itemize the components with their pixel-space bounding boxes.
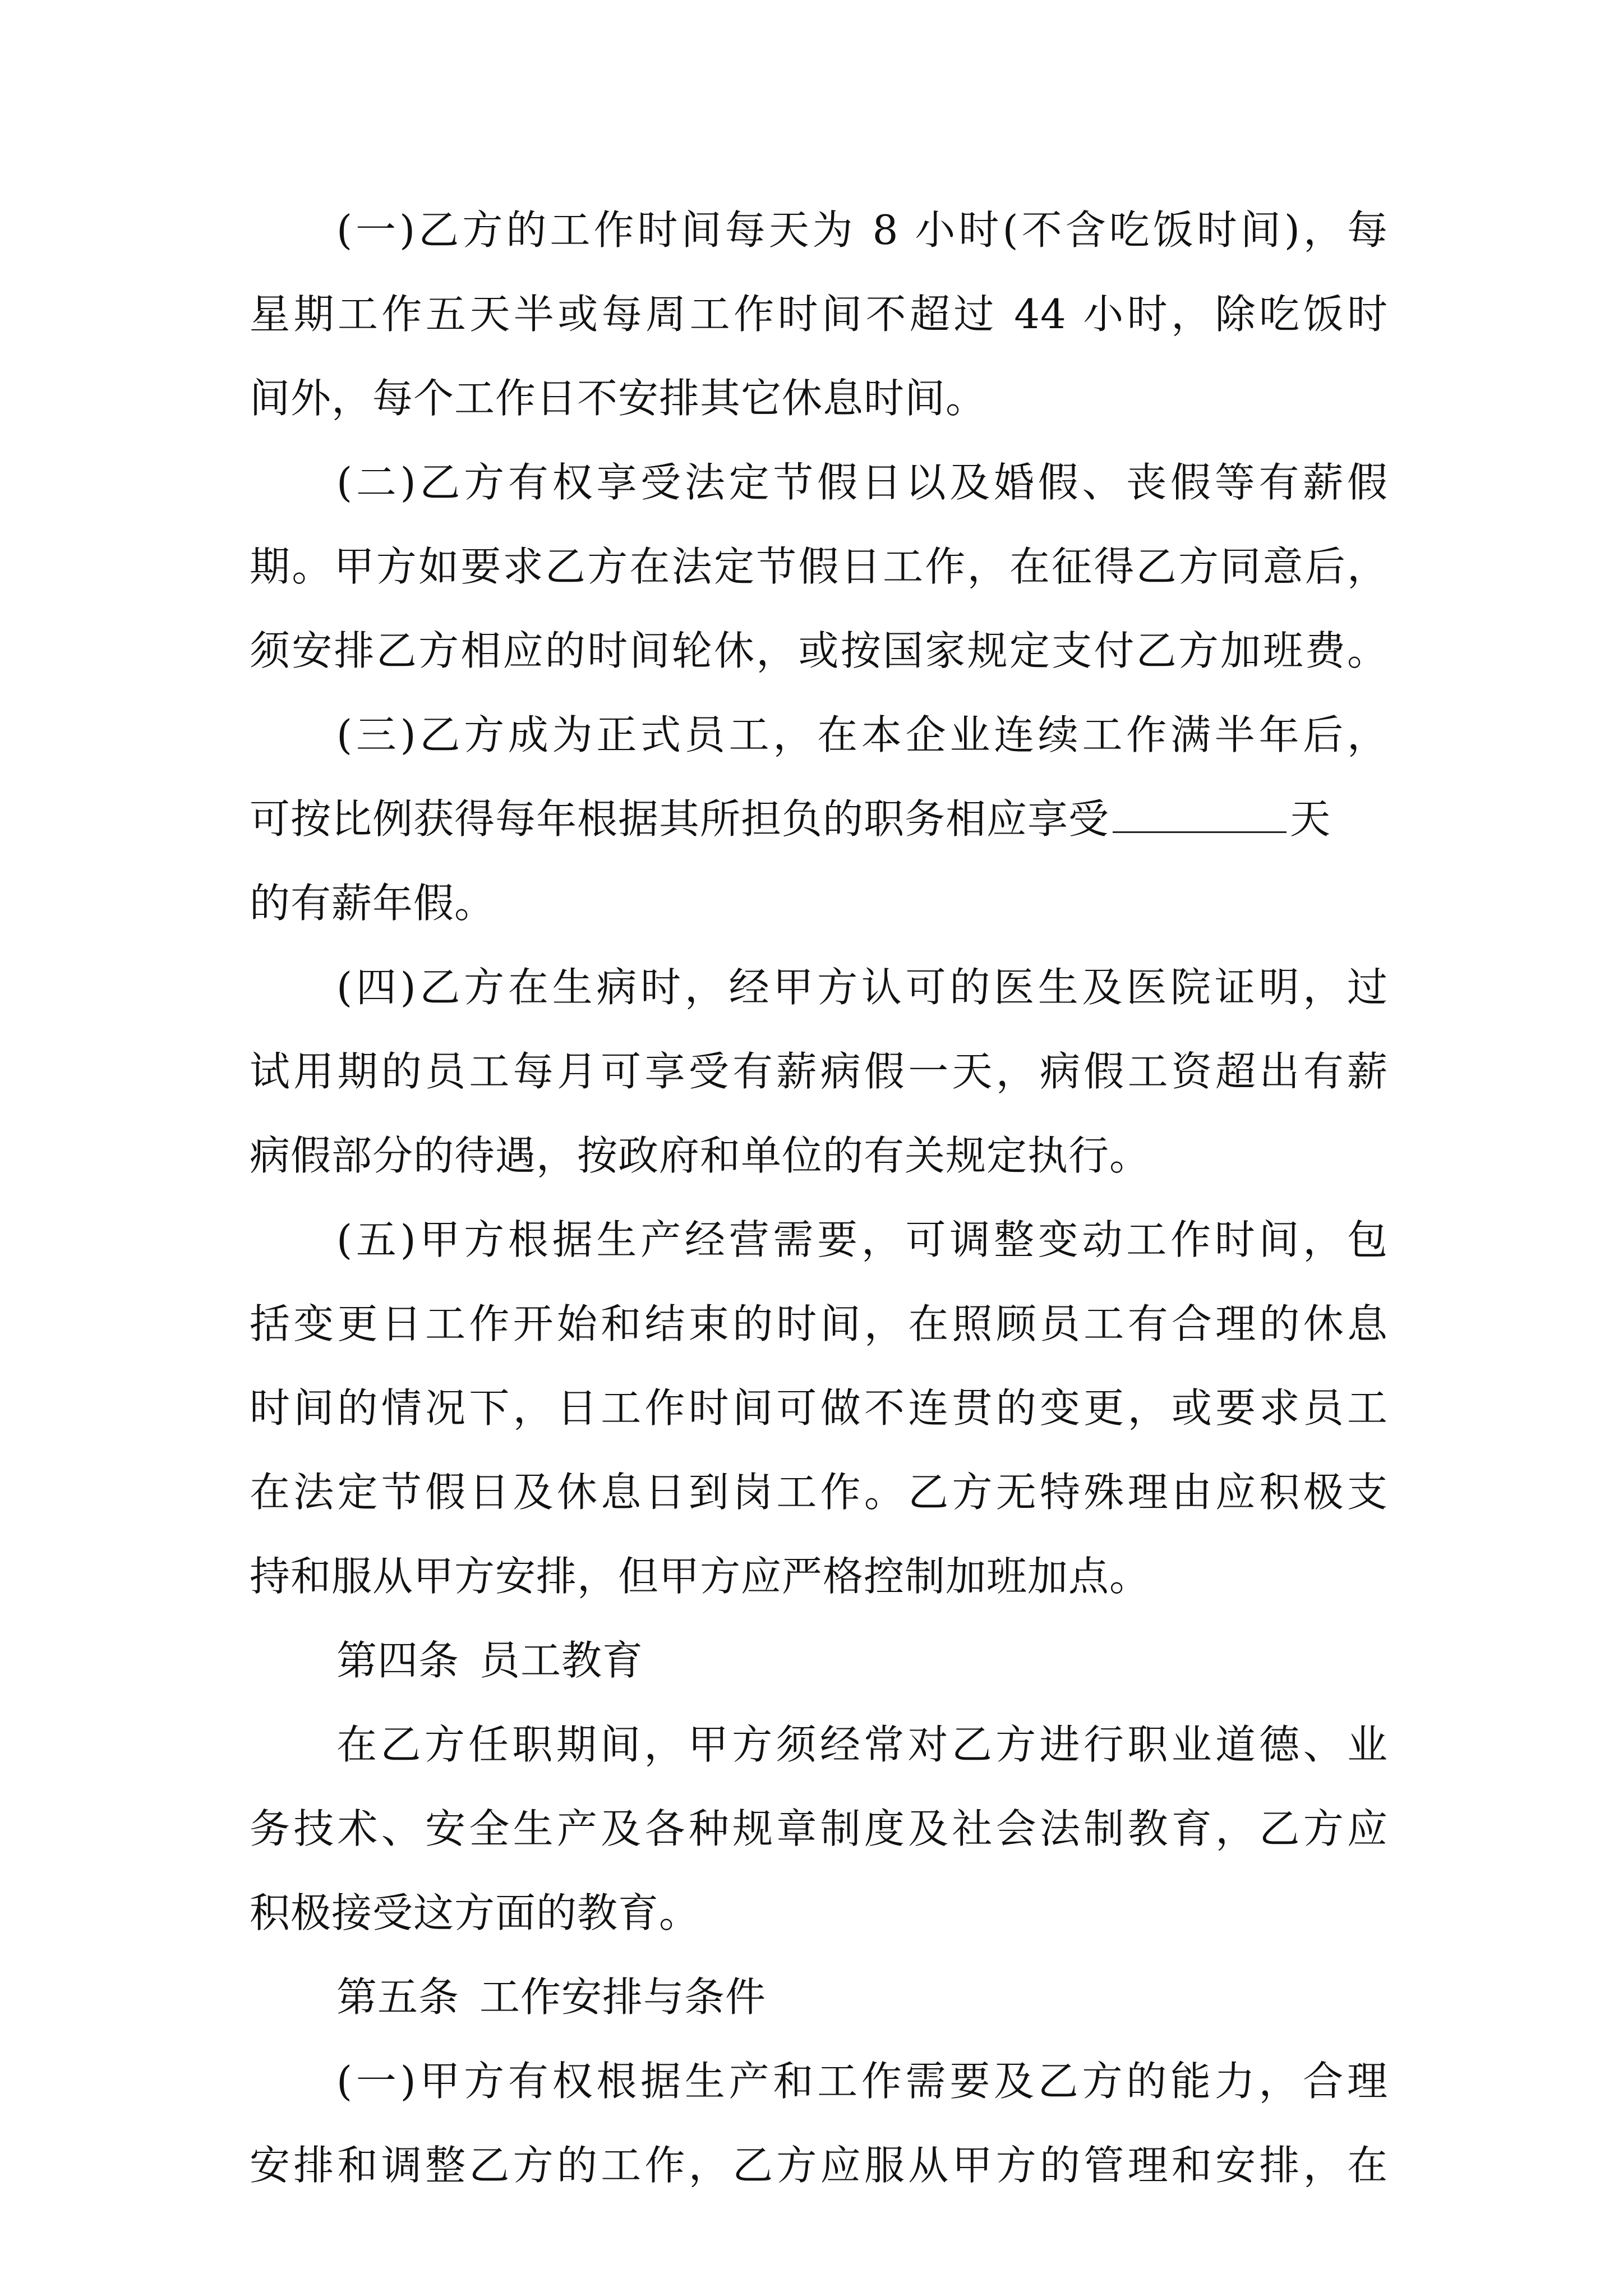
paragraph-line: 试用期的员工每月可享受有薪病假一天，病假工资超出有薪 xyxy=(250,1048,1388,1095)
paragraph-line: (四)乙方在生病时，经甲方认可的医生及医院证明，过 xyxy=(336,964,1388,1011)
paragraph-line: (五)甲方根据生产经营需要，可调整变动工作时间，包 xyxy=(336,1216,1388,1263)
article-heading xyxy=(250,1618,1388,1703)
article-title: 员工教育 xyxy=(479,1637,644,1684)
paragraph-line: 积极接受这方面的教育。 xyxy=(250,1889,700,1936)
article-title: 工作安排与条件 xyxy=(479,1973,767,2021)
article-number: 第五条 xyxy=(336,1973,460,2021)
paragraph-line: 间外，每个工作日不安排其它休息时间。 xyxy=(250,375,987,422)
paragraph-text: 可按比例获得每年根据其所担负的职务相应享受 xyxy=(250,795,1110,843)
paragraph-line: (一)乙方的工作时间每天为 8 小时(不含吃饭时间)，每 xyxy=(336,206,1388,254)
fill-in-blank[interactable] xyxy=(1113,792,1287,833)
paragraph-line: 星期工作五天半或每周工作时间不超过 44 小时，除吃饭时 xyxy=(250,291,1388,338)
paragraph-line: 时间的情况下，日工作时间可做不连贯的变更，或要求员工 xyxy=(250,1384,1388,1432)
paragraph-text: 天 xyxy=(1290,795,1331,843)
paragraph-line-with-blank xyxy=(250,777,1388,861)
paragraph-line: (二)乙方有权享受法定节假日以及婚假、丧假等有薪假 xyxy=(336,459,1388,506)
paragraph-line: 务技术、安全生产及各种规章制度及社会法制教育，乙方应 xyxy=(250,1805,1388,1852)
paragraph-line: 在法定节假日及休息日到岗工作。乙方无特殊理由应积极支 xyxy=(250,1469,1388,1516)
paragraph-line: 在乙方任职期间，甲方须经常对乙方进行职业道德、业 xyxy=(336,1721,1388,1768)
paragraph-line: (三)乙方成为正式员工，在本企业连续工作满半年后， xyxy=(336,711,1388,758)
paragraph-line: 括变更日工作开始和结束的时间，在照顾员工有合理的休息 xyxy=(250,1300,1388,1347)
paragraph-line: 病假部分的待遇，按政府和单位的有关规定执行。 xyxy=(250,1132,1151,1179)
paragraph-line: 安排和调整乙方的工作，乙方应服从甲方的管理和安排，在 xyxy=(250,2142,1388,2189)
article-number: 第四条 xyxy=(336,1637,460,1684)
paragraph-line: (一)甲方有权根据生产和工作需要及乙方的能力，合理 xyxy=(336,2058,1388,2105)
paragraph-line: 期。甲方如要求乙方在法定节假日工作，在征得乙方同意后， xyxy=(250,543,1388,590)
paragraph-line: 持和服从甲方安排，但甲方应严格控制加班加点。 xyxy=(250,1553,1151,1600)
article-heading xyxy=(250,1955,1388,2039)
paragraph-line: 的有薪年假。 xyxy=(250,880,496,927)
document-body xyxy=(250,188,1388,2207)
paragraph-line: 须安排乙方相应的时间轮休，或按国家规定支付乙方加班费。 xyxy=(250,627,1388,674)
